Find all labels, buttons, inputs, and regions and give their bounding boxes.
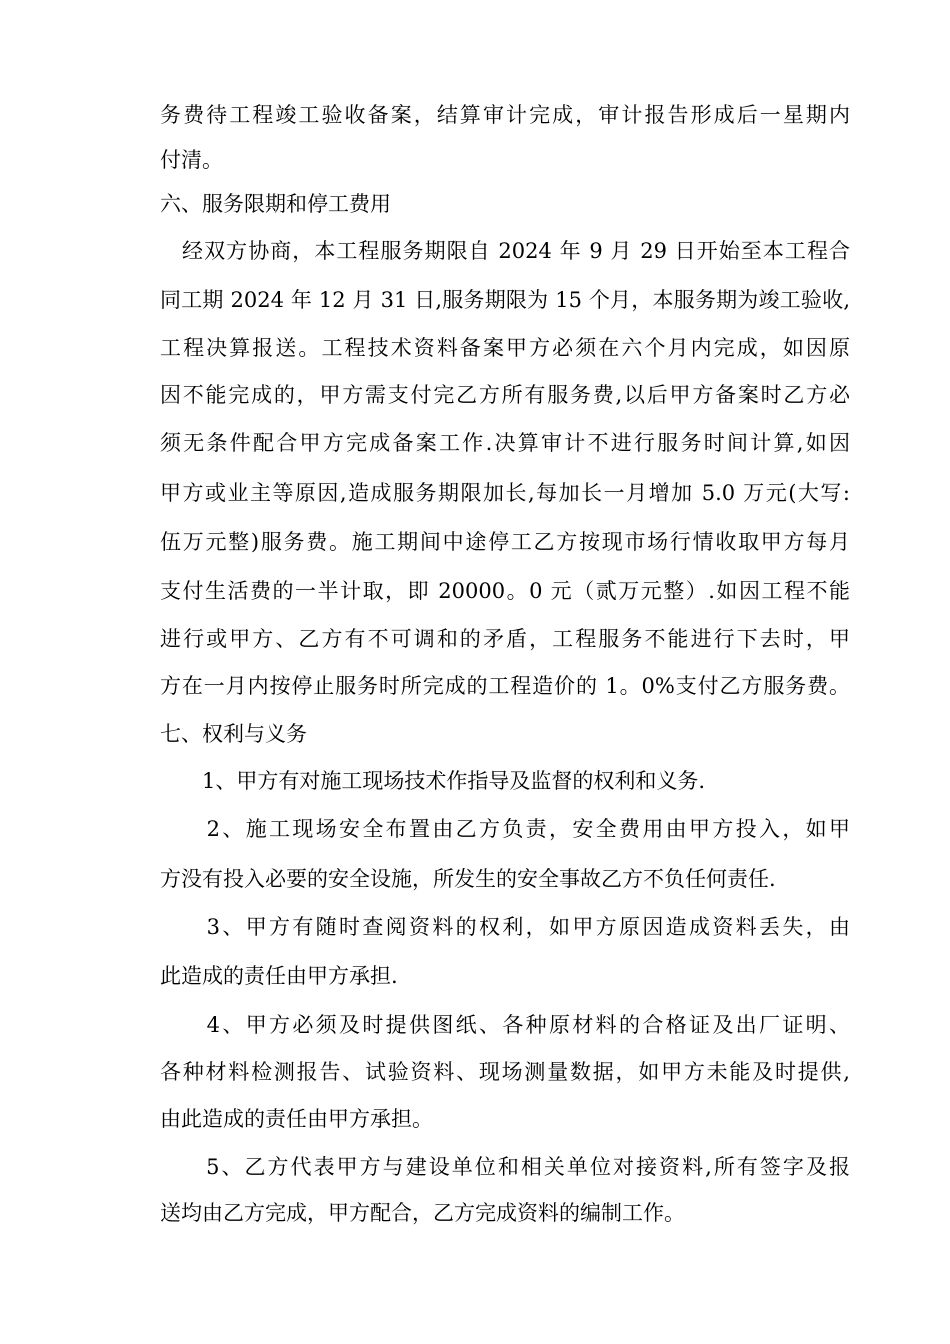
paragraph-line: 方在一月内按停止服务时所完成的工程造价的 1。0%支付乙方服务费。	[160, 674, 850, 698]
list-item-line: 各种材料检测报告、试验资料、现场测量数据，如甲方未能及时提供,	[160, 1060, 850, 1084]
paragraph-line: 甲方或业主等原因,造成服务期限加长,每加长一月增加 5.0 万元(大写:	[160, 481, 850, 505]
paragraph-line: 付清。	[160, 148, 223, 172]
paragraph-line: 同工期 2024 年 12 月 31 日,服务期限为 15 个月，本服务期为竣工验收,	[160, 288, 850, 312]
paragraph-line: 经双方协商，本工程服务期限自 2024 年 9 月 29 日开始至本工程合	[160, 239, 850, 263]
paragraph-line: 进行或甲方、乙方有不可调和的矛盾，工程服务不能进行下去时，甲	[160, 627, 850, 651]
paragraph-line: 因不能完成的，甲方需支付完乙方所有服务费,以后甲方备案时乙方必	[160, 383, 850, 407]
list-item-line: 此造成的责任由甲方承担.	[160, 964, 398, 988]
list-item-line: 由此造成的责任由甲方承担。	[160, 1107, 433, 1131]
paragraph-line: 伍万元整)服务费。施工期间中途停工乙方按现市场行情收取甲方每月	[160, 530, 850, 554]
list-item-line: 2、施工现场安全布置由乙方负责，安全费用由甲方投入，如甲	[160, 817, 850, 841]
list-item-line: 4、甲方必须及时提供图纸、各种原材料的合格证及出厂证明、	[160, 1013, 850, 1037]
list-item-line: 方没有投入必要的安全设施，所发生的安全事故乙方不负任何责任.	[160, 867, 776, 891]
list-item-line: 3、甲方有随时查阅资料的权利，如甲方原因造成资料丢失，由	[160, 915, 850, 939]
paragraph-line: 务费待工程竣工验收备案，结算审计完成，审计报告形成后一星期内	[160, 103, 850, 127]
list-item-line: 1、甲方有对施工现场技术作指导及监督的权利和义务.	[160, 769, 706, 793]
paragraph-line: 支付生活费的一半计取，即 20000。0 元（贰万元整）.如因工程不能	[160, 579, 850, 603]
section-heading-6: 六、服务限期和停工费用	[160, 192, 391, 216]
paragraph-line: 工程决算报送。工程技术资料备案甲方必须在六个月内完成，如因原	[160, 336, 850, 360]
section-heading-7: 七、权利与义务	[160, 722, 307, 746]
list-item-line: 送均由乙方完成，甲方配合，乙方完成资料的编制工作。	[160, 1201, 685, 1225]
paragraph-line: 须无条件配合甲方完成备案工作.决算审计不进行服务时间计算,如因	[160, 431, 850, 455]
list-item-line: 5、乙方代表甲方与建设单位和相关单位对接资料,所有签字及报	[160, 1155, 850, 1179]
